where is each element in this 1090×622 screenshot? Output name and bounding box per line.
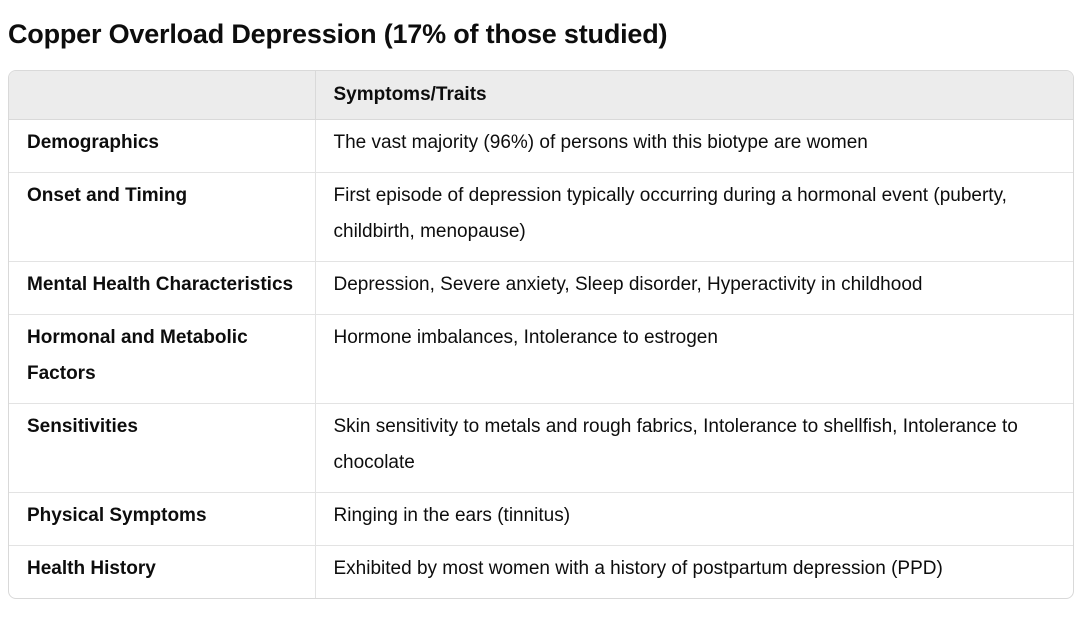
row-label: Mental Health Characteristics: [9, 261, 315, 314]
row-label: Health History: [9, 545, 315, 598]
table-row: [9, 314, 1074, 403]
row-value: First episode of depression typically occurring during a hormonal event (puberty, childbirth, menopause): [315, 172, 1074, 261]
symptoms-table: [9, 71, 1074, 598]
table-header-row: [9, 71, 1074, 119]
row-value: Hormone imbalances, Intolerance to estrogen: [315, 314, 1074, 403]
row-label: Demographics: [9, 119, 315, 172]
header-cell-empty: [9, 71, 315, 119]
table-header: [9, 71, 1074, 119]
page-title: Copper Overload Depression (17% of those studied): [8, 19, 668, 49]
table-row: [9, 261, 1074, 314]
symptoms-table-container: [8, 70, 1074, 599]
row-value: Depression, Severe anxiety, Sleep disorder, Hyperactivity in childhood: [315, 261, 1074, 314]
row-value: The vast majority (96%) of persons with this biotype are women: [333, 131, 868, 153]
header-cell-symptoms: Symptoms/Traits: [315, 71, 1074, 119]
row-label: Physical Symptoms: [9, 492, 315, 545]
row-value: Ringing in the ears (tinnitus): [315, 492, 1074, 545]
table-row: [9, 172, 1074, 261]
row-label: Onset and Timing: [9, 172, 315, 261]
row-value: Exhibited by most women with a history of postpartum depression (PPD): [315, 545, 1074, 598]
row-value: Skin sensitivity to metals and rough fabrics, Intolerance to shellfish, Intolerance to chocolate: [315, 403, 1074, 492]
row-label: Sensitivities: [9, 403, 315, 492]
table-body: [9, 119, 1074, 598]
row-label: Hormonal and Metabolic Factors: [9, 314, 315, 403]
table-row: [9, 492, 1074, 545]
table-row: [9, 545, 1074, 598]
table-row: [9, 119, 1074, 172]
table-row: [9, 403, 1074, 492]
